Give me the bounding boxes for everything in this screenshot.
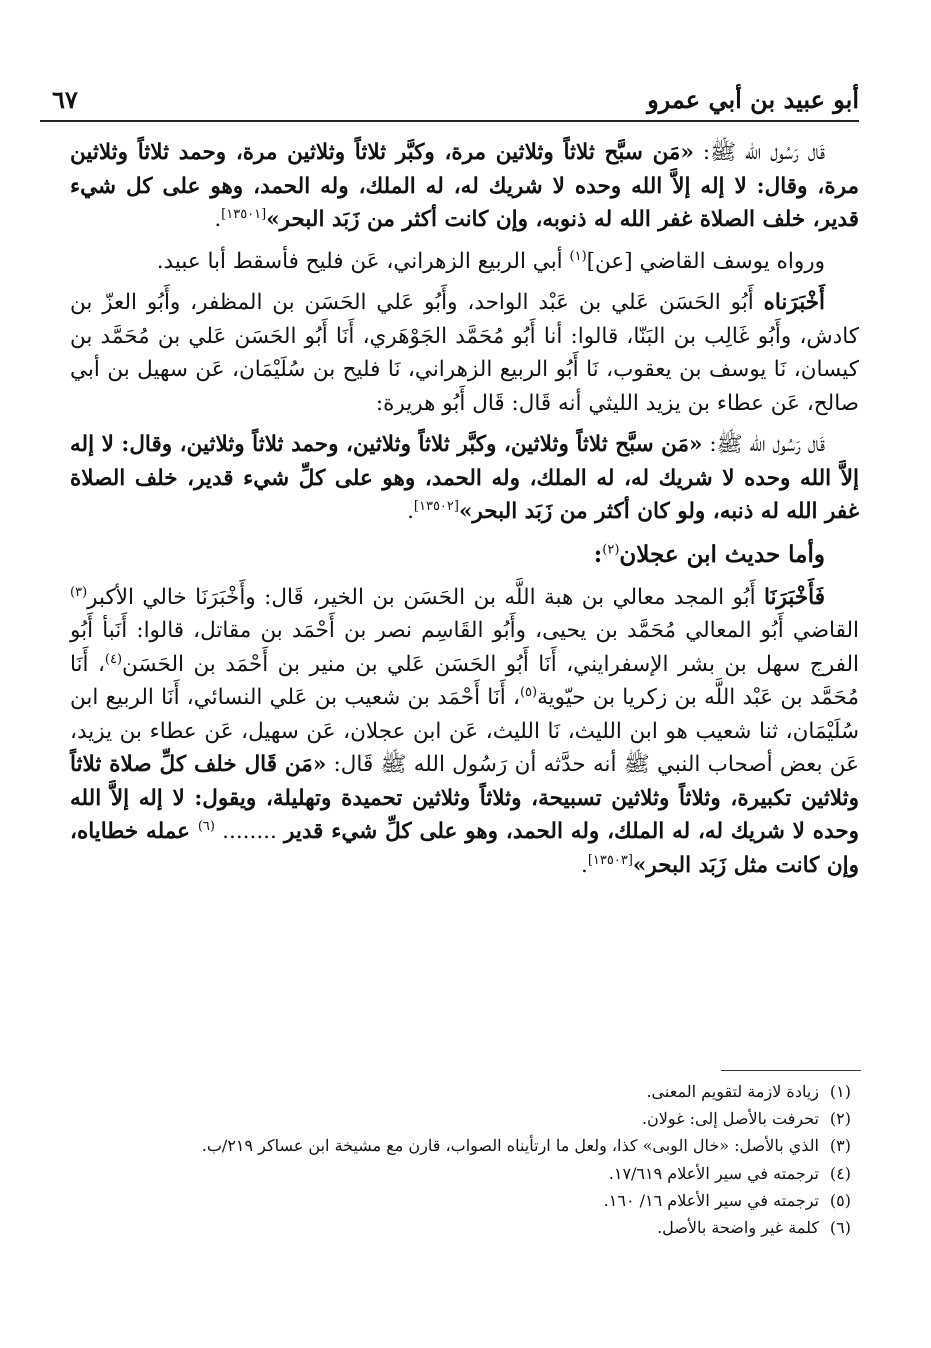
hadith-text: «مَن سبَّح ثلاثاً وثلاثين، وكبَّر ثلاثاً وثلاثين، وحمد ثلاثاً وثلاثين، وقال: لا إله إلاَّ الله وحده لا شريك له، له الملك، وله الحمد، وهو على كلِّ شيء قدير، خلف الصلاة غفر الله له ذنبه، ولو كان أكثر من زَبَد البحر» <box>70 432 859 525</box>
reference-number: [١٣٥٠٣] <box>587 852 633 868</box>
isnad-lead: فَأَخْبَرَنَا <box>763 584 825 610</box>
footnote-text: ترجمته في سير الأعلام ١٦/ ١٦٠. <box>603 1190 819 1210</box>
footnote-item <box>70 1187 851 1214</box>
text: قَال رَسُول الله ﷺ: <box>693 140 825 165</box>
footnote-item <box>70 1078 851 1105</box>
text: القاضي أَبُو المعالي مُحَمَّد بن يحيى، وأَبُو القَاسِم نصر بن أَحْمَد بن مقاتل، قالوا: أَنَبأ أَبُو الفرج سهل بن بشر الإسفرايني، أَنَا أَبُو الحَسَن عَلي بن منير بن أَحْمَد بن الحَسَن <box>70 618 859 677</box>
paragraph-isnad-2 <box>70 581 859 883</box>
page-number: ٦٧ <box>52 85 78 114</box>
isnad-lead: أَخْبَرَناه <box>763 290 825 316</box>
text: : <box>593 540 603 568</box>
footnote-text: كلمة غير واضحة بالأصل. <box>657 1217 819 1237</box>
footnote-marker: (٢) <box>602 542 620 558</box>
paragraph-isnad-1 <box>70 286 859 420</box>
text: قَال رَسُول الله ﷺ: <box>702 432 825 458</box>
footnote-marker: (٦) <box>197 819 215 835</box>
footnote-item <box>70 1214 851 1241</box>
paragraph-narration-note <box>70 245 859 279</box>
text: . <box>580 852 588 878</box>
page-header <box>40 76 859 122</box>
footnotes <box>70 1078 851 1241</box>
hadith-text: «مَن سبَّح ثلاثاً وثلاثين مرة، وكبَّر ثلاثاً وثلاثين مرة، وحمد ثلاثاً وثلاثين مرة، وقال: لا إله إلاَّ الله وحده لا شريك له، له الملك، وله الحمد، وهو على كل شيء قدير، خلف الصلاة غفر الله له ذنوبه، وإن كانت أكثر من زَبَد البحر» <box>70 140 859 233</box>
text: . <box>214 207 222 233</box>
footnote-item <box>70 1105 851 1132</box>
paragraph-hadith-2 <box>70 428 859 529</box>
footnote-item <box>70 1160 851 1187</box>
footnote-marker: (١) <box>569 248 587 264</box>
text: أَبُو الحَسَن عَلي بن عَبْد الواحد، وأَبُو عَلي الحَسَن بن المظفر، وأَبُو العزّ بن كادش، وأَبُو غَالِب بن البَنّا، قالوا: أنا أَبُو مُحَمَّد الجَوْهَري، أَنَا أَبُو الحَسَن عَلي بن مُحَمَّد بن كيسان، نَا يوسف بن يعقوب، نَا أَبُو الربيع الزهراني، نَا فليح بن سُلَيْمَان، عَن سهيل بن أبي صالح، عَن عطاء بن يزيد الليثي أنه قَال: قَال أَبُو هريرة: <box>70 290 859 416</box>
reference-number: [١٣٥٠١] <box>221 206 267 222</box>
heading-text: وأما حديث ابن عجلان <box>619 540 825 568</box>
text: أَبُو المجد معالي بن هبة اللَّه بن الحَسَن بن الخير، قَال: وأَخْبَرَنَا خالي الأكبر <box>87 584 764 610</box>
text: ، أَنَا أَحْمَد بن شعيب بن عَلي النسائي، أَنَا الربيع ابن سُلَيْمَان، ثنا شعيب هو ابن الليث، نَا الليث، عَن ابن عجلان، عَن سهيل، عَن عطاء بن يزيد، عَن بعض أصحاب النبي ﷺ أنه حدَّثه أن رَسُول الله ﷺ قَال: <box>70 685 859 778</box>
ellipsis: ........ <box>214 819 285 845</box>
footnote-text: ترجمته في سير الأعلام ١٧/٦١٩. <box>608 1163 819 1183</box>
footnote-number: (١) <box>829 1082 851 1101</box>
footnote-number: (٣) <box>829 1136 851 1156</box>
hadith-text: «مَن قَال خلف كلِّ صلاة ثلاثاً وثلاثين تكبيرة، وثلاثاً وثلاثين تسبيحة، وثلاثاً وثلاثين تحميدة وتهليلة، ويقول: لا إله إلاَّ الله وحده لا شريك له، له الملك، وله الحمد، وهو على كلِّ شيء قدير <box>70 752 859 845</box>
footnote-divider <box>721 1070 861 1071</box>
footnote-number: (٥) <box>829 1190 851 1210</box>
text: . <box>407 499 414 525</box>
footnote-number: (٤) <box>829 1163 851 1183</box>
paragraph-hadith-1 <box>70 136 859 237</box>
footnote-text: تحرفت بالأصل إلى: غولان. <box>641 1109 819 1129</box>
footnote-marker: (٥) <box>519 685 538 701</box>
footnote-number: (٢) <box>829 1109 851 1129</box>
footnote-marker: (٤) <box>104 651 123 667</box>
hadith-text: عمله خطاياه، وإن كانت مثل زَبَد البحر» <box>70 819 859 878</box>
footnote-item <box>70 1132 851 1159</box>
main-text <box>70 136 859 891</box>
reference-number: [١٣٥٠٢] <box>413 499 459 515</box>
footnote-text: زيادة لازمة لتقويم المعنى. <box>646 1082 819 1101</box>
footnote-number: (٦) <box>829 1217 851 1237</box>
text: ، أَنَا مُحَمَّد بن عَبْد اللَّه بن زكريا بن حيّوية <box>70 651 860 711</box>
text: أبي الربيع الزهراني، عَن فليح فأسقط أبا عبيد. <box>156 248 570 274</box>
section-heading <box>70 537 859 573</box>
footnote-marker: (٣) <box>70 584 88 600</box>
footnote-text: الذي بالأصل: «خال الوبى» كذا، ولعل ما ارتأيناه الصواب، قارن مع مشيخة ابن عساكر ٢١٩/ب. <box>201 1136 819 1156</box>
text: ورواه يوسف القاضي [عن] <box>586 248 825 274</box>
running-title: أبو عبيد بن أبي عمرو <box>647 85 859 114</box>
